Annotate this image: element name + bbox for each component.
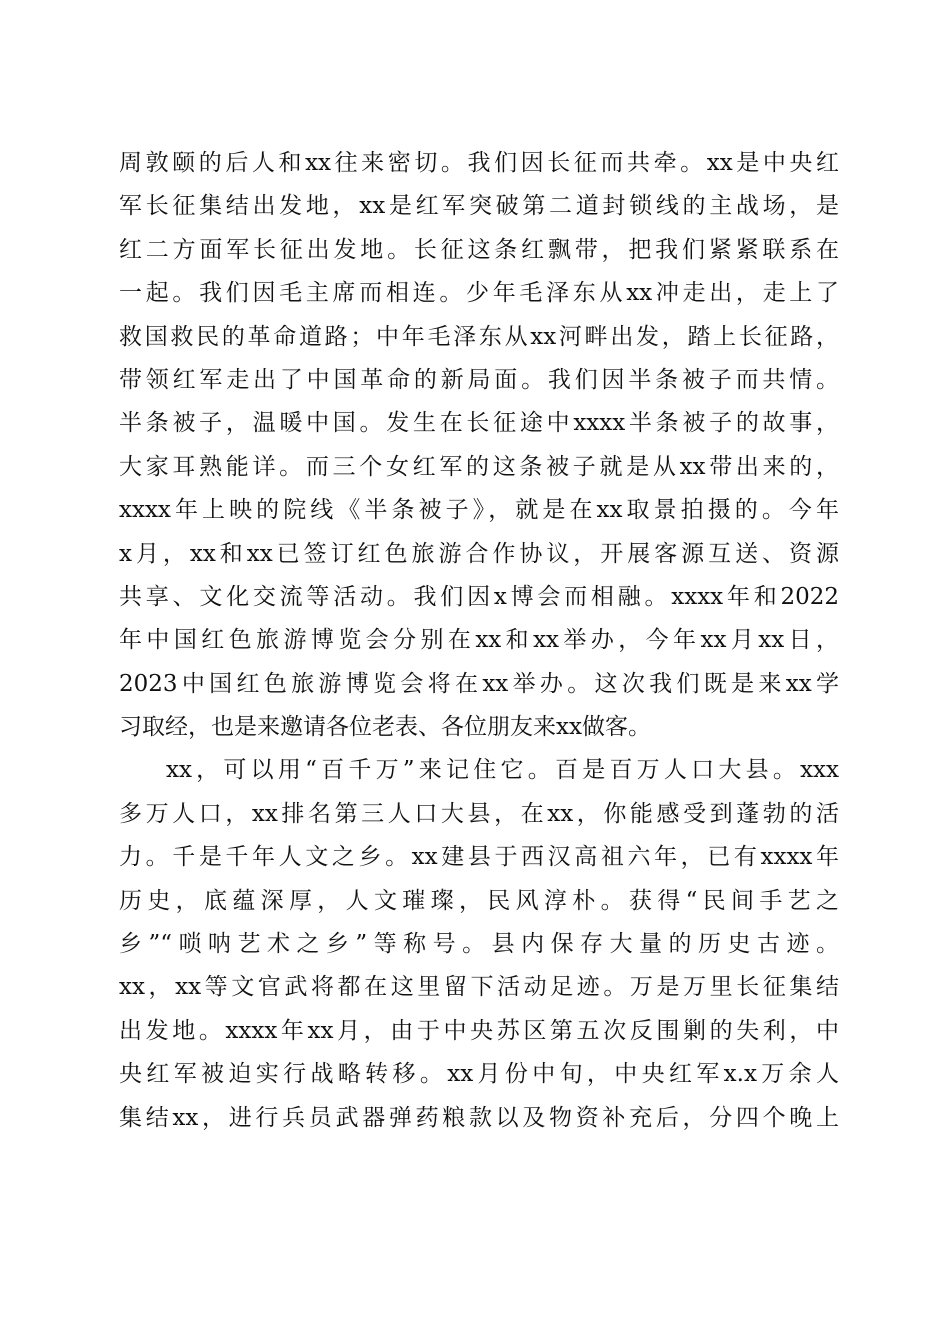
- text-line: 央红军被迫实行战略转移。xx月份中旬，中央红军x.x万余人: [119, 1061, 839, 1088]
- text-line: 红二方面军长征出发地。长征这条红飘带，把我们紧紧联系在: [119, 236, 839, 263]
- text-line: 多万人口，xx排名第三人口大县，在xx，你能感受到蓬勃的活: [119, 800, 839, 827]
- text-line: 年中国红色旅游博览会分别在xx和xx举办，今年xx月xx日，: [119, 627, 839, 654]
- text-line: x月，xx和xx已签订红色旅游合作协议，开展客源互送、资源: [119, 540, 839, 567]
- text-line: 习取经，也是来邀请各位老表、各位朋友来xx做客。: [119, 714, 651, 741]
- text-line: 2023中国红色旅游博览会将在xx举办。这次我们既是来xx学: [119, 670, 839, 697]
- text-line: 力。千是千年人文之乡。xx建县于西汉高祖六年，已有xxxx年: [119, 844, 839, 871]
- text-line: 历史，底蕴深厚，人文璀璨，民风淳朴。获得“民间手艺之: [119, 887, 839, 914]
- text-line: xx，xx等文官武将都在这里留下活动足迹。万是万里长征集结: [119, 974, 839, 1001]
- text-line: 共享、文化交流等活动。我们因x博会而相融。xxxx年和2022: [119, 583, 839, 610]
- text-line: 周敦颐的后人和xx往来密切。我们因长征而共牵。xx是中央红: [119, 150, 839, 176]
- text-line: 乡”“唢呐艺术之乡”等称号。县内保存大量的历史古迹。: [119, 931, 839, 958]
- text-line: xx，可以用“百千万”来记住它。百是百万人口大县。xxx: [166, 757, 839, 784]
- text-line: 出发地。xxxx年xx月，由于中央苏区第五次反围剿的失利，中: [119, 1017, 839, 1044]
- text-line: 救国救民的革命道路；中年毛泽东从xx河畔出发，踏上长征路，: [119, 323, 839, 350]
- body-text: [119, 142, 839, 1140]
- text-line: 大家耳熟能详。而三个女红军的这条被子就是从xx带出来的，: [119, 453, 839, 480]
- text-line: xxxx年上映的院线《半条被子》，就是在xx取景拍摄的。今年: [119, 497, 839, 524]
- text-line: 半条被子，温暖中国。发生在长征途中xxxx半条被子的故事，: [119, 410, 839, 437]
- text-line: 带领红军走出了中国革命的新局面。我们因半条被子而共情。: [119, 366, 839, 393]
- text-line: 集结xx，进行兵员武器弹药粮款以及物资补充后，分四个晚上: [119, 1104, 839, 1131]
- text-line: 军长征集结出发地，xx是红军突破第二道封锁线的主战场，是: [119, 193, 839, 220]
- text-line: 一起。我们因毛主席而相连。少年毛泽东从xx冲走出，走上了: [119, 280, 839, 307]
